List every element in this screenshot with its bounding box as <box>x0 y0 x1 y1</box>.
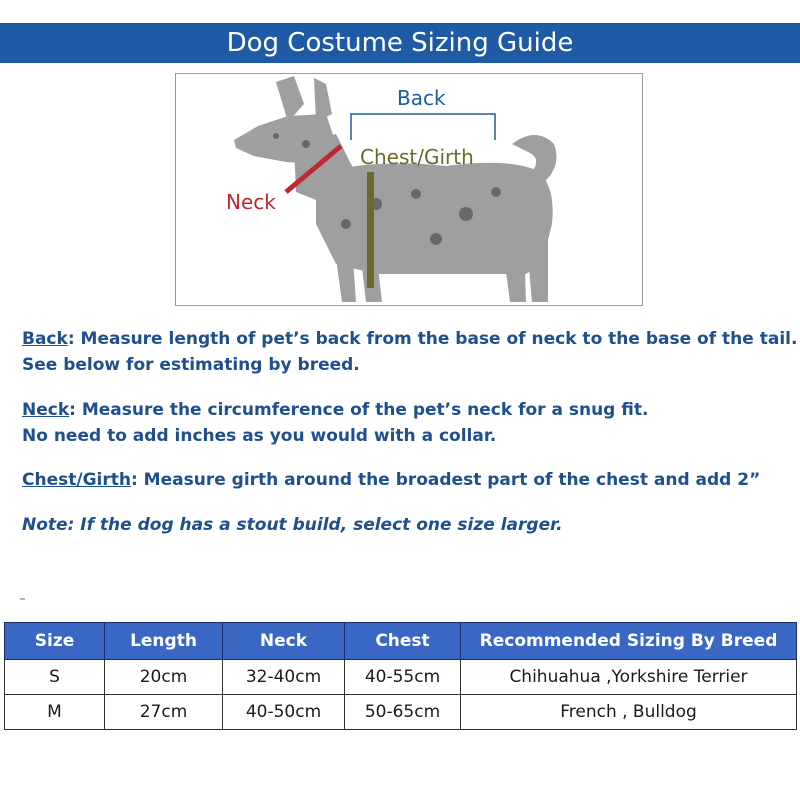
back-label: Back <box>397 86 446 110</box>
neck-instruction <box>22 397 648 449</box>
cell-length: 27cm <box>105 695 223 730</box>
cell-size: M <box>5 695 105 730</box>
header-size: Size <box>5 623 105 660</box>
chest-girth-bar <box>367 172 374 288</box>
table-row <box>5 660 797 695</box>
header-neck: Neck <box>223 623 345 660</box>
chest-girth-label: Chest/Girth <box>360 145 474 169</box>
stout-build-note: Note: If the dog has a stout build, select one size larger. <box>22 515 563 535</box>
chest-instruction <box>22 467 760 493</box>
cell-neck: 32-40cm <box>223 660 345 695</box>
cell-neck: 40-50cm <box>223 695 345 730</box>
header-length: Length <box>105 623 223 660</box>
cell-length: 20cm <box>105 660 223 695</box>
cell-breed: French , Bulldog <box>461 695 797 730</box>
neck-label: Neck <box>226 190 276 214</box>
cell-chest: 50-65cm <box>345 695 461 730</box>
neck-line-1: : Measure the circumference of the pet’s neck for a snug fit. <box>69 400 649 420</box>
table-row <box>5 695 797 730</box>
cell-chest: 40-55cm <box>345 660 461 695</box>
cell-breed: Chihuahua ,Yorkshire Terrier <box>461 660 797 695</box>
chest-line-1: : Measure girth around the broadest part of the chest and add 2” <box>130 470 761 490</box>
back-term: Back <box>22 329 68 349</box>
header-chest: Chest <box>345 623 461 660</box>
page-title: Dog Costume Sizing Guide <box>226 28 574 58</box>
neck-line-2: No need to add inches as you would with a collar. <box>22 426 497 446</box>
back-instruction <box>22 326 797 378</box>
dog-measurement-diagram <box>175 73 643 306</box>
sizing-table <box>4 622 797 730</box>
neck-term: Neck <box>22 400 70 420</box>
table-header-row <box>5 623 797 660</box>
back-bracket <box>351 114 495 140</box>
divider-mark <box>20 598 25 600</box>
back-line-1: : Measure length of pet’s back from the base of neck to the base of the tail. <box>67 329 798 349</box>
header-breed: Recommended Sizing By Breed <box>461 623 797 660</box>
cell-size: S <box>5 660 105 695</box>
chest-term: Chest/Girth <box>22 470 131 490</box>
page-title-banner <box>0 23 800 63</box>
back-line-2: See below for estimating by breed. <box>22 355 360 375</box>
dog-silhouette <box>234 76 556 302</box>
